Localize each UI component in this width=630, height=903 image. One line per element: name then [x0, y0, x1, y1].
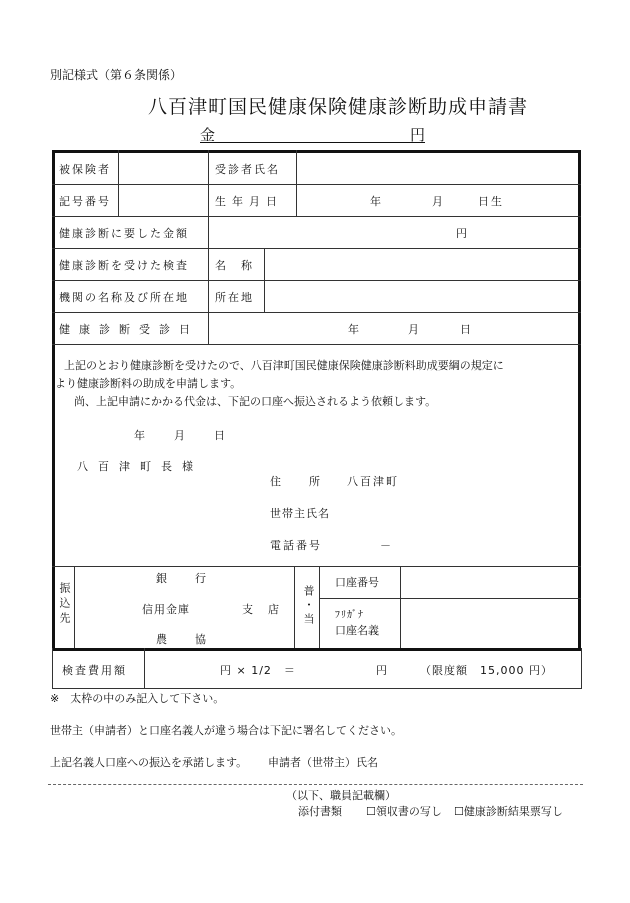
inspection-cost-label: 検査費用額	[62, 664, 127, 677]
agri-coop-label: 農 協	[156, 633, 208, 646]
attachment-results-checkbox[interactable]: ☐健康診断結果票写し	[454, 805, 563, 818]
institution-address-field[interactable]	[266, 281, 573, 312]
birth-date-label: 生年月日	[215, 195, 283, 208]
institution-address-label: 所在地	[215, 291, 254, 304]
account-name-field[interactable]	[402, 600, 573, 644]
birth-date-field[interactable]	[298, 185, 573, 216]
applicant-signature-field[interactable]	[392, 750, 582, 770]
account-number-field[interactable]	[402, 568, 573, 597]
applicant-address-field[interactable]	[412, 468, 562, 486]
note-thick-frame: ※ 太枠の中のみ記入して下さい。	[50, 692, 225, 705]
bank-name-field[interactable]	[76, 568, 292, 646]
examinee-name-field[interactable]	[298, 152, 573, 183]
institution-label-1: 健康診断を受けた検査	[59, 259, 189, 272]
insured-label: 被保険者	[59, 163, 111, 176]
applicant-signature-label: 申請者（世帯主）氏名	[268, 756, 378, 769]
consent-text: 上記名義人口座への振込を承諾します。	[50, 756, 248, 769]
phone-field[interactable]	[342, 532, 562, 550]
attachments-label: 添付書類	[298, 805, 342, 818]
cost-field[interactable]	[210, 217, 573, 248]
office-use-heading: （以下、職員記載欄）	[286, 789, 396, 802]
statement-line-1: 上記のとおり健康診断を受けたので、八百津町国民健康保険健康診断料助成要綱の規定に	[64, 359, 504, 372]
exam-day: 日	[460, 323, 473, 336]
addressee: 八百津町長様	[77, 460, 203, 473]
code-number-label: 記号番号	[59, 195, 111, 208]
institution-name-field[interactable]	[266, 249, 573, 280]
phone-label: 電話番号	[270, 539, 322, 552]
cost-label: 健康診断に要した金額	[59, 227, 189, 240]
bank-label: 銀 行	[156, 572, 208, 585]
application-form	[52, 150, 581, 689]
statement-line-3: 尚、上記申請にかかる代金は、下記の口座へ振込されるよう依頼します。	[74, 395, 437, 408]
furigana-label: ﾌﾘｶﾞﾅ	[335, 610, 364, 621]
amount-field[interactable]	[200, 124, 425, 143]
note-different-holder: 世帯主（申請者）と口座名義人が違う場合は下記に署名してください。	[50, 724, 402, 737]
inspection-result-unit: 円	[376, 664, 389, 677]
inspection-cost-field[interactable]	[146, 650, 218, 686]
institution-label-2: 機関の名称及び所在地	[59, 291, 189, 304]
insured-field[interactable]	[120, 152, 206, 214]
exam-date-field[interactable]	[210, 313, 573, 344]
statement-line-2: より健康診断料の助成を申請します。	[55, 377, 242, 390]
exam-month: 月	[408, 323, 421, 336]
birth-day: 日生	[478, 195, 504, 208]
birth-month: 月	[432, 195, 445, 208]
applicant-address-value: 八百津町	[347, 475, 399, 488]
account-name-label: 口座名義	[335, 624, 379, 637]
amount-suffix: 円	[409, 126, 425, 144]
inspection-formula: 円 × 1/2 ＝	[220, 664, 296, 677]
account-type[interactable]: 普・当	[302, 585, 315, 627]
application-day: 日	[214, 429, 227, 442]
divider	[48, 784, 583, 785]
attachment-receipt-checkbox[interactable]: ☐領収書の写し	[366, 805, 442, 818]
form-reference: 別記様式（第６条関係）	[50, 68, 183, 82]
institution-name-label: 名 称	[215, 259, 254, 272]
application-year: 年	[134, 429, 147, 442]
examinee-name-label: 受診者氏名	[215, 163, 280, 176]
page-title: 八百津町国民健康保険健康診断助成申請書	[148, 96, 529, 118]
applicant-address-label: 住 所	[270, 475, 322, 488]
cost-unit: 円	[456, 227, 469, 240]
exam-date-label: 健康診断受診日	[59, 323, 199, 336]
application-month: 月	[174, 429, 187, 442]
credit-union-label: 信用金庫	[142, 603, 190, 616]
householder-name-field[interactable]	[342, 500, 562, 518]
branch-label: 支 店	[242, 603, 281, 616]
birth-year: 年	[370, 195, 383, 208]
transfer-destination-label: 振込先	[58, 582, 71, 627]
phone-dash: －	[380, 539, 393, 552]
inspection-limit: （限度額 15,000 円）	[420, 664, 553, 677]
exam-year: 年	[348, 323, 361, 336]
inspection-result-field[interactable]	[292, 650, 372, 686]
amount-prefix: 金	[200, 126, 216, 144]
account-number-label: 口座番号	[335, 576, 379, 589]
householder-name-label: 世帯主氏名	[270, 507, 330, 520]
